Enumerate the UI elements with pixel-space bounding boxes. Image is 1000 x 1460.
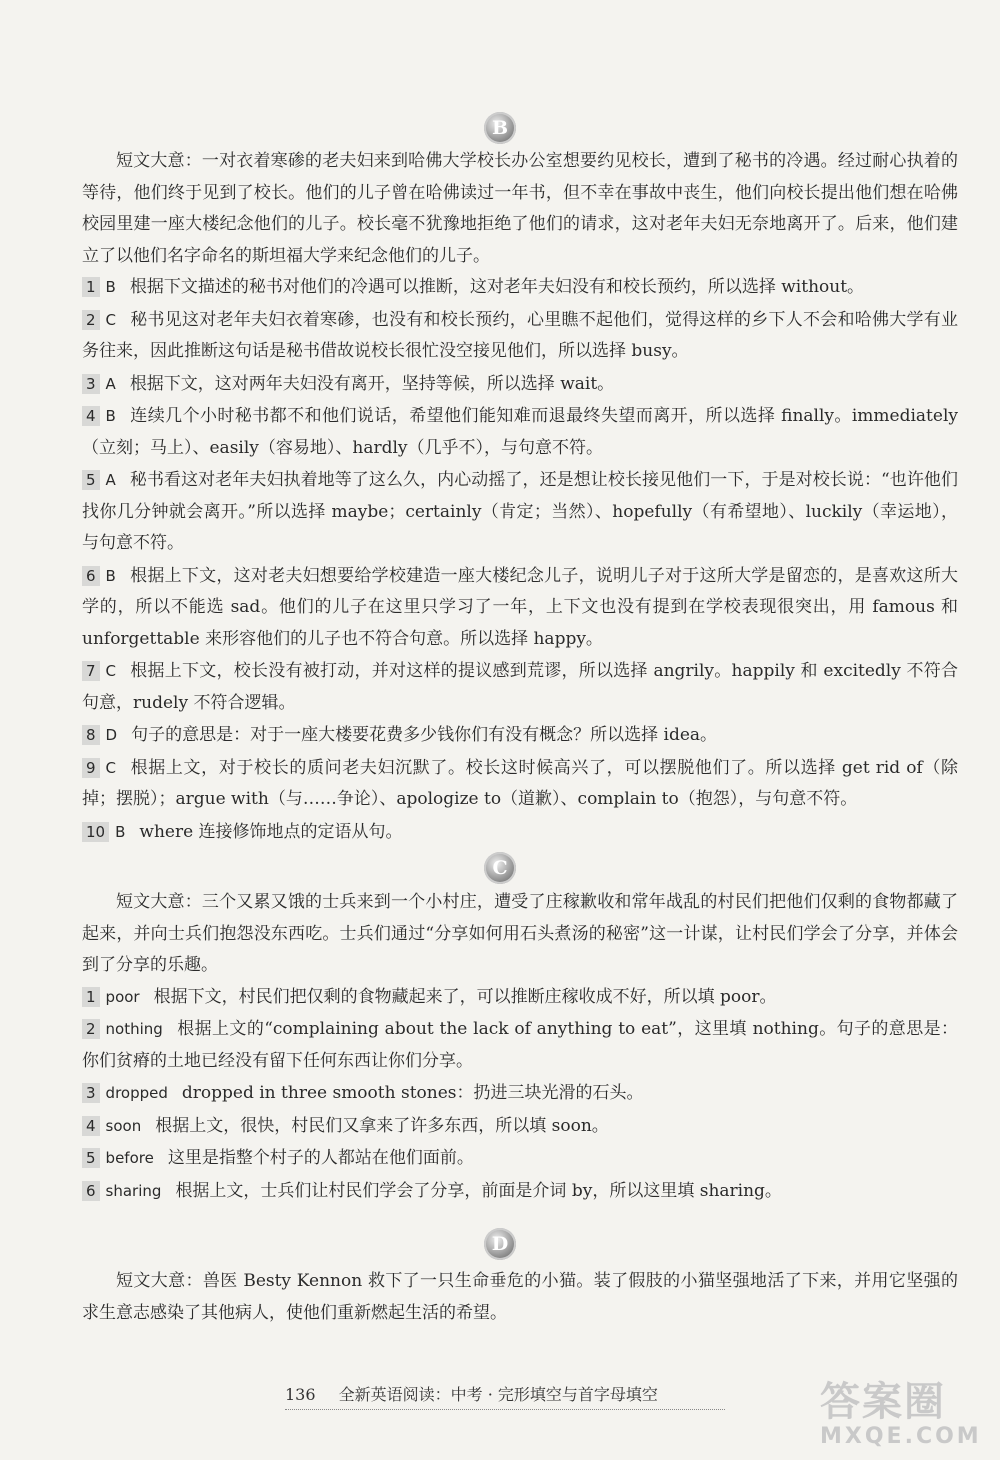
item-number: 3 (82, 374, 100, 394)
answer-item (82, 465, 958, 560)
item-number: 2 (82, 1019, 100, 1039)
section-b-badge: B (484, 112, 516, 144)
item-number: 7 (82, 661, 100, 681)
answer-item (82, 753, 958, 816)
item-answer: before (105, 1149, 154, 1167)
item-answer: nothing (105, 1020, 163, 1038)
item-explanation: 根据上文，对于校长的质问老夫妇沉默了。校长这时候高兴了，可以摆脱他们了。所以选择 get rid of（除掉；摆脱）；argue with（与……争论）、apologize to（道歉）、complain to（抱怨），与句意不符。 (82, 757, 958, 809)
item-explanation: 秘书看这对老年夫妇执着地等了这么久，内心动摇了，还是想让校长接见他们一下，于是对校长说：“也许他们找你几分钟就会离开。”所以选择 maybe；certainly（肯定；当然）、hopefully（有希望地）、luckily（幸运地），与句意不符。 (82, 470, 958, 553)
section-b-items (82, 272, 958, 848)
answer-item (82, 1143, 958, 1175)
item-explanation: 连续几个小时秘书都不和他们说话，希望他们能知难而退最终失望而离开，所以选择 finally。immediately（立刻；马上）、easily（容易地）、hardly（几乎不），与句意不符。 (82, 406, 958, 458)
item-answer: B (105, 407, 116, 425)
answer-item (82, 305, 958, 368)
item-answer: C (105, 758, 117, 777)
section-c-summary: 短文大意：三个又累又饿的士兵来到一个小村庄，遭受了庄稼歉收和常年战乱的村民们把他们仅剩的食物都藏了起来，并向士兵们抱怨没东西吃。士兵们通过“分享如何用石头煮汤的秘密”这一计谋，让村民们学会了分享，并体会到了分享的乐趣。 (82, 892, 958, 975)
item-explanation: 这里是指整个村子的人都站在他们面前。 (167, 1148, 474, 1168)
item-explanation: dropped in three smooth stones：扔进三块光滑的石头。 (181, 1083, 644, 1103)
item-answer: C (105, 662, 117, 680)
answer-item (82, 1014, 958, 1077)
item-number: 10 (82, 822, 109, 842)
answer-item (82, 817, 958, 849)
item-answer: sharing (105, 1181, 162, 1200)
item-explanation: 根据上下文，校长没有被打动，并对这样的提议感到荒谬，所以选择 angrily。happily 和 excitedly 不符合句意，rudely 不符合逻辑。 (82, 661, 958, 713)
section-d-badge: D (484, 1228, 516, 1260)
item-explanation: 根据上下文，这对老夫妇想要给学校建造一座大楼纪念儿子，说明儿子对于这所大学是留恋的，是喜欢这所大学的，所以不能选 sad。他们的儿子在这里只学习了一年，上下文也没有提到在学校表现很突出，用 famous 和 unforgettable 来形容他们的儿子也不符合句意。所以选择 happy。 (82, 565, 958, 649)
item-explanation: where 连接修饰地点的定语从句。 (139, 821, 403, 842)
item-number: 8 (82, 725, 100, 745)
item-explanation: 秘书见这对老年夫妇衣着寒碜，也没有和校长预约，心里瞧不起他们，觉得这样的乡下人不会和哈佛大学有业务往来，因此推断这句话是秘书借故说校长很忙没空接见他们，所以选择 busy。 (82, 309, 958, 361)
item-number: 4 (82, 1116, 100, 1136)
item-number: 4 (82, 406, 100, 426)
book-title: 全新英语阅读：中考 · 完形填空与首字母填空 (338, 1385, 658, 1404)
section-c-badge: C (484, 852, 516, 884)
answer-item (82, 720, 958, 752)
answer-item (82, 656, 958, 719)
section-c-items (82, 982, 958, 1208)
item-answer: B (115, 822, 126, 841)
item-explanation: 根据上文的“complaining about the lack of anything to eat”，这里填 nothing。句子的意思是：你们贫瘠的土地已经没有留下任何东西让你们分享。 (82, 1019, 958, 1071)
watermark-bottom: MXQE.COM (820, 1424, 982, 1449)
item-answer: poor (105, 987, 140, 1006)
item-number: 3 (82, 1083, 100, 1103)
section-d (82, 1266, 958, 1329)
page-number: 136 (285, 1385, 316, 1404)
item-number: 2 (82, 310, 100, 330)
item-answer: C (105, 310, 117, 329)
item-answer: A (105, 374, 116, 393)
section-d-summary: 短文大意：兽医 Besty Kennon 救下了一只生命垂危的小猫。装了假肢的小猫坚强地活了下来，并用它坚强的求生意志感染了其他病人，使他们重新燃起生活的希望。 (82, 1271, 958, 1323)
section-c (82, 887, 958, 1207)
item-explanation: 根据下文描述的秘书对他们的冷遇可以推断，这对老年夫妇没有和校长预约，所以选择 without。 (129, 277, 865, 297)
answer-item (82, 401, 958, 464)
answer-item (82, 369, 958, 401)
item-number: 5 (82, 470, 100, 490)
answer-item (82, 272, 958, 304)
item-explanation: 根据下文，村民们把仅剩的食物藏起来了，可以推断庄稼收成不好，所以填 poor。 (153, 986, 777, 1007)
item-number: 6 (82, 1181, 100, 1201)
item-explanation: 根据上文，士兵们让村民们学会了分享，前面是介词 by，所以这里填 sharing。 (175, 1180, 782, 1201)
item-number: 5 (82, 1148, 100, 1168)
answer-item (82, 1176, 958, 1208)
answer-item (82, 1078, 958, 1110)
item-explanation: 根据上文，很快，村民们又拿来了许多东西，所以填 soon。 (155, 1115, 609, 1136)
item-number: 9 (82, 758, 100, 778)
item-answer: B (105, 278, 116, 296)
answer-item (82, 982, 958, 1014)
item-number: 1 (82, 277, 100, 297)
answer-item (82, 1111, 958, 1143)
section-b (82, 146, 958, 848)
item-number: 1 (82, 987, 100, 1007)
item-number: 6 (82, 566, 100, 586)
item-explanation: 句子的意思是：对于一座大楼要花费多少钱你们有没有概念？所以选择 idea。 (131, 725, 718, 745)
item-answer: B (105, 566, 116, 585)
section-b-summary: 短文大意：一对衣着寒碜的老夫妇来到哈佛大学校长办公室想要约见校长，遭到了秘书的冷遇。经过耐心执着的等待，他们终于见到了校长。他们的儿子曾在哈佛读过一年书，但不幸在事故中丧生，他们向校长提出他们想在哈佛校园里建一座大楼纪念他们的儿子。校长毫不犹豫地拒绝了他们的请求，这对老年夫妇无奈地离开了。后来，他们建立了以他们名字命名的斯坦福大学来纪念他们的儿子。 (82, 151, 958, 266)
answer-item (82, 561, 958, 656)
item-answer: A (105, 471, 116, 489)
watermark-top: 答案圈 (820, 1379, 946, 1425)
page-footer (285, 1382, 725, 1410)
item-answer: D (105, 726, 118, 744)
item-explanation: 根据下文，这对两年夫妇没有离开，坚持等候，所以选择 wait。 (129, 373, 615, 394)
item-answer: dropped (105, 1084, 168, 1102)
item-answer: soon (105, 1116, 142, 1135)
site-watermark (820, 1380, 990, 1460)
